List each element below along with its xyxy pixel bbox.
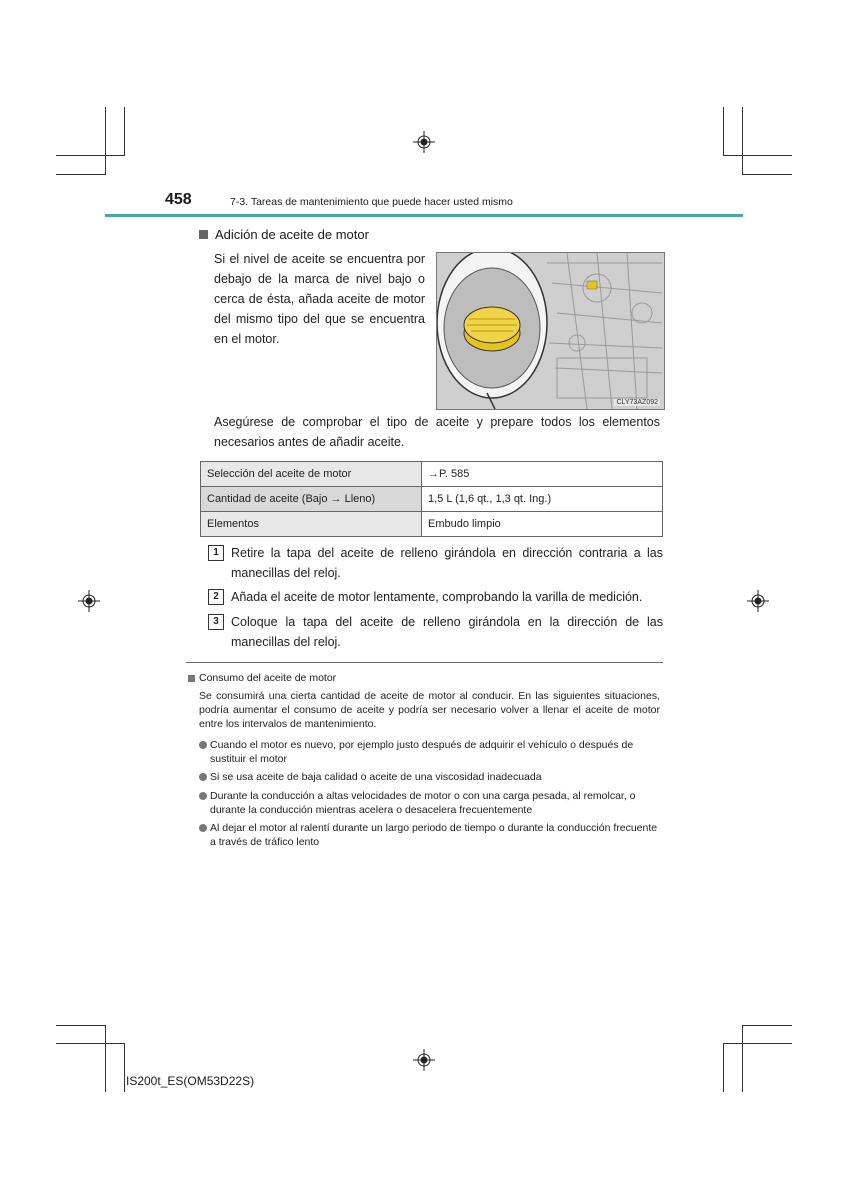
crop-mark (742, 1025, 792, 1026)
bullet-text: Durante la conducción a altas velocidades de motor o con una carga pesada, al remolcar, o durante la conducción mientras acelera o desacelera frecuentemente (210, 790, 636, 816)
preparation-note: Asegúrese de comprobar el tipo de aceite y prepare todos los elementos necesarios antes de añadir aceite. (214, 415, 660, 449)
step-number: 2 (208, 589, 224, 605)
list-item (199, 770, 664, 784)
crop-mark (742, 107, 743, 174)
oil-spec-table (200, 461, 663, 537)
registration-mark-icon (413, 1049, 435, 1071)
crop-mark (723, 1043, 792, 1044)
registration-mark-icon (413, 131, 435, 153)
list-item (199, 821, 664, 849)
subsection-square-icon (188, 675, 195, 682)
step-number: 1 (208, 545, 224, 561)
crop-mark (56, 1043, 125, 1044)
crop-mark (56, 1025, 106, 1026)
table-row (201, 512, 663, 537)
subsection-title: Consumo del aceite de motor (199, 672, 337, 684)
section-divider (186, 662, 663, 663)
illustration-code: CLY73AZ092 (616, 399, 658, 406)
list-item (199, 738, 664, 766)
section-square-icon (199, 230, 208, 239)
bullet-text: Al dejar el motor al ralentí durante un largo periodo de tiempo o durante la conducción frecuente a través de tráfico lento (210, 822, 658, 848)
crop-mark (105, 1025, 106, 1092)
crop-mark (742, 1025, 743, 1092)
list-item (199, 789, 664, 817)
page-number: 458 (165, 191, 192, 208)
section-title: Adición de aceite de motor (215, 227, 369, 242)
step-item (208, 612, 663, 652)
engine-illustration (436, 252, 665, 410)
step-item (208, 543, 663, 583)
registration-mark-icon (78, 590, 100, 612)
crop-mark (723, 1043, 724, 1092)
table-label-cell: Selección del aceite de motor (201, 462, 422, 487)
table-row (201, 487, 663, 512)
table-value-cell: 1,5 L (1,6 qt., 1,3 qt. Ing.) (422, 487, 663, 512)
table-value-cell: Embudo limpio (422, 512, 663, 537)
crop-mark (56, 155, 125, 156)
step-text: Retire la tapa del aceite de relleno girándola en dirección contraria a las manecillas del reloj. (231, 546, 663, 580)
bullet-icon (199, 792, 207, 800)
crop-mark (56, 174, 106, 175)
table-row (201, 462, 663, 487)
header-rule (105, 214, 743, 217)
table-label-cell: Cantidad de aceite (Bajo → Lleno) (201, 487, 422, 512)
crop-mark (105, 107, 106, 174)
intro-paragraph: Si el nivel de aceite se encuentra por debajo de la marca de nivel bajo o cerca de ésta, añada aceite de motor del mismo tipo del que se encuentra en el motor. (214, 252, 425, 346)
bullet-icon (199, 824, 207, 832)
table-value-cell: →P. 585 (422, 462, 663, 487)
crop-mark (742, 174, 792, 175)
step-text: Coloque la tapa del aceite de relleno girándola en la dirección de las manecillas del reloj. (231, 615, 663, 649)
consumption-paragraph: Se consumirá una cierta cantidad de aceite de motor al conducir. En las siguientes situaciones, podría aumentar el consumo de aceite y podría ser necesario volver a llenar el aceite de motor entre los intervalos de mantenimiento. (199, 690, 660, 730)
document-code: IS200t_ES(OM53D22S) (126, 1074, 255, 1088)
bullet-text: Cuando el motor es nuevo, por ejemplo justo después de adquirir el vehículo o después de sustituir el motor (210, 739, 634, 765)
crop-mark (723, 107, 724, 156)
crop-mark (723, 155, 792, 156)
section-header: 7-3. Tareas de mantenimiento que puede hacer usted mismo (230, 196, 513, 208)
bullet-icon (199, 773, 207, 781)
crop-mark (124, 1043, 125, 1092)
table-label-cell: Elementos (201, 512, 422, 537)
step-item (208, 587, 663, 607)
bullet-icon (199, 741, 207, 749)
step-text: Añada el aceite de motor lentamente, comprobando la varilla de medición. (231, 590, 643, 604)
crop-mark (124, 107, 125, 156)
bullet-text: Si se usa aceite de baja calidad o aceite de una viscosidad inadecuada (210, 771, 542, 783)
step-number: 3 (208, 614, 224, 630)
engine-oil-cap-illustration (437, 253, 664, 409)
registration-mark-icon (747, 590, 769, 612)
